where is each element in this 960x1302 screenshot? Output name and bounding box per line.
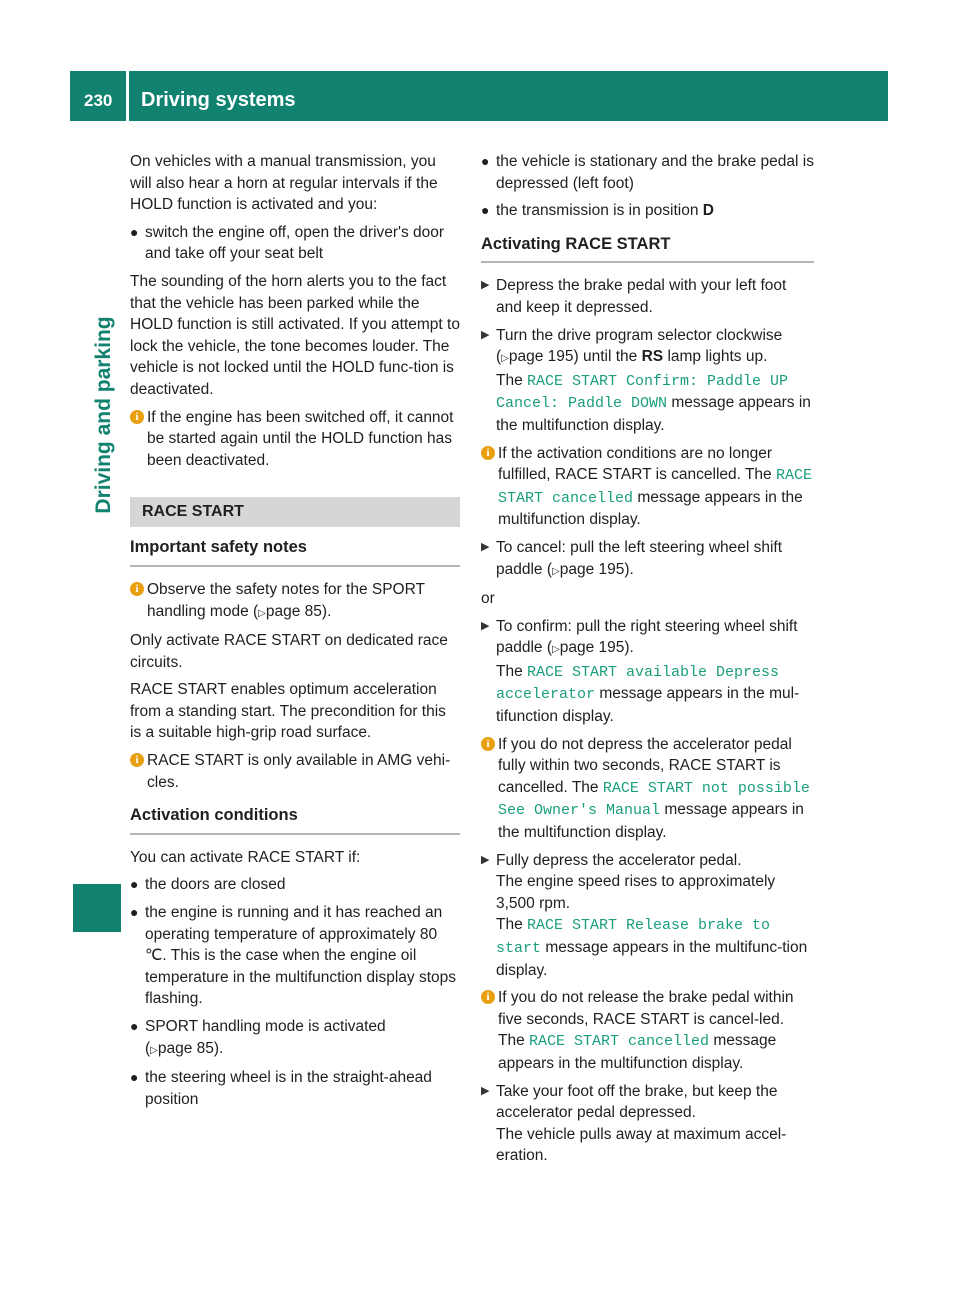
page-reference[interactable]: page 85 [265, 602, 322, 620]
step-text: ). [624, 560, 634, 578]
info-note [481, 443, 814, 531]
page-reference[interactable]: page 195 [559, 639, 625, 657]
list-item-text: the steering wheel is in the straight-ahead position [145, 1069, 432, 1108]
list-item-text: the vehicle is stationary and the brake pedal is depressed (left foot) [496, 153, 814, 192]
display-message: RACE START Release brake to start [496, 917, 771, 957]
info-note-text: Observe the safety notes for the SPORT handling mode ( [147, 580, 425, 620]
info-icon: i [130, 410, 144, 424]
step-text: ) until the [573, 348, 642, 366]
step-item [481, 850, 814, 982]
info-note [481, 987, 814, 1074]
info-note-text: If the activation conditions are no longer fulfilled, RACE START is cancelled. The [498, 444, 776, 484]
subsection-heading-activating: Activating RACE START [481, 234, 814, 264]
list-item [130, 874, 460, 896]
info-note [130, 407, 460, 472]
step-arrow-icon: ▶ [481, 279, 490, 292]
info-note-text: RACE START is only available in AMG vehi-cles. [147, 752, 451, 791]
list-item [130, 222, 460, 265]
info-note-text: If you do not depress the accelerator pedal fully within two seconds, RACE START is cancelled. The [498, 735, 792, 796]
step-item [481, 616, 814, 728]
info-note-text-end: ). [321, 602, 332, 620]
subsection-heading-activation: Activation conditions [130, 805, 460, 835]
list-item [130, 902, 460, 1010]
step-text: Depress the brake pedal with your left foot and keep it depressed. [496, 277, 787, 316]
page-ref-arrow-icon: ▷ [258, 607, 266, 619]
page-number: 230 [84, 91, 113, 110]
page-ref-arrow-icon: ▷ [150, 1044, 158, 1056]
header-separator [126, 71, 129, 121]
list-item-text: the transmission is in position [496, 202, 703, 220]
list-item-text: SPORT handling mode is activated [145, 1018, 386, 1035]
step-text: message appears in the mul-tifunction display. [496, 685, 800, 726]
or-text: or [481, 590, 495, 608]
right-column [481, 151, 814, 1173]
list-item [481, 200, 814, 222]
step-text: The engine speed rises to approximately 3,500 rpm. [496, 873, 776, 912]
info-icon: i [130, 582, 144, 596]
page-reference[interactable]: page 195 [508, 348, 574, 366]
step-item [481, 275, 814, 318]
step-arrow-icon: ▶ [481, 1084, 490, 1097]
display-message: RACE START Confirm: Paddle UP Cancel: Paddle DOWN [496, 372, 789, 413]
bullet-icon: ● [481, 153, 490, 169]
page-reference[interactable]: page 85 [157, 1039, 214, 1057]
step-text: The [496, 916, 528, 934]
list-item-text: the engine is running and it has reached an operating temperature of approximately 80 ℃. This is the case when the engine oil temperature in the multifunction display stops flashing. [145, 904, 457, 1008]
step-arrow-icon: ▶ [481, 328, 490, 341]
step-item [481, 325, 814, 437]
page-reference[interactable]: page 195 [559, 560, 625, 578]
info-note-text: If the engine has been switched off, it cannot be started again until the HOLD function has been deactivated. [147, 408, 454, 469]
info-icon: i [481, 446, 495, 460]
info-icon: i [481, 990, 495, 1004]
subsection-heading-safety: Important safety notes [130, 537, 460, 567]
info-icon: i [481, 737, 495, 751]
horn-paragraph: The sounding of the horn alerts you to the fact that the vehicle has been parked while the HOLD function is still activated. If you attempt to lock the vehicle, the tone becomes louder. The vehicle is not locked until the HOLD func-tion is deactivated. [130, 272, 460, 398]
info-note-text: If you do not release the brake pedal within five seconds, RACE START is cancel-led. The [498, 989, 794, 1050]
bullet-icon: ● [130, 1018, 139, 1034]
bullet-icon: ● [130, 876, 139, 893]
bullet-icon: ● [130, 223, 139, 240]
section-title: RACE START [130, 497, 460, 527]
step-text: Fully depress the accelerator pedal. [496, 851, 742, 869]
display-message: RACE START cancelled [498, 467, 812, 507]
side-chapter-label: Driving and parking [92, 316, 115, 514]
step-arrow-icon: ▶ [481, 619, 490, 632]
list-item: ● SPORT handling mode is activated (▷page 85). [130, 1018, 386, 1057]
display-message: RACE START not possible See Owner's Manual [498, 779, 810, 820]
paragraph: RACE START enables optimum acceleration from a standing start. The precondition for this is a suitable high-grip road surface. [130, 681, 446, 742]
gear-position: D [702, 202, 714, 220]
page-ref-arrow-icon: ▷ [552, 565, 560, 577]
list-item [481, 151, 814, 194]
list-item-text: switch the engine off, open the driver's door and take off your seat belt [145, 223, 445, 263]
rs-lamp-label: RS [641, 348, 664, 366]
info-note [481, 734, 814, 844]
info-note [130, 750, 460, 793]
step-text: lamp lights up. [663, 348, 768, 366]
left-column [130, 151, 460, 1116]
display-message: RACE START available Depress accelerator [496, 663, 780, 704]
step-text: ). [624, 639, 634, 657]
step-text: The [496, 371, 528, 389]
page-ref-arrow-icon: ▷ [501, 353, 509, 365]
step-text: Turn the drive program selector clockwise ( [496, 326, 783, 366]
info-note-text: message appears in the multifunction display. [498, 1032, 777, 1072]
step-text: message appears in the multifunction display. [496, 394, 811, 434]
step-arrow-icon: ▶ [481, 853, 490, 866]
step-arrow-icon: ▶ [481, 540, 490, 553]
paragraph: Only activate RACE START on dedicated race circuits. [130, 632, 448, 671]
step-item [481, 537, 814, 582]
step-text: The [496, 662, 528, 680]
display-message: RACE START cancelled [529, 1033, 710, 1051]
intro-paragraph: On vehicles with a manual transmission, you will also hear a horn at regular intervals if the HOLD function is activated and you: [130, 153, 438, 214]
step-text: The vehicle pulls away at maximum accel-eration. [496, 1125, 787, 1165]
page-ref-arrow-icon: ▷ [552, 644, 560, 656]
activation-intro: You can activate RACE START if: [130, 848, 361, 866]
step-text: Take your foot off the brake, but keep the accelerator pedal depressed. [496, 1082, 778, 1122]
info-note-text: message appears in the multifunction display. [498, 801, 804, 842]
list-item-text: the doors are closed [145, 876, 286, 894]
step-text: message appears in the multifunc-tion display. [496, 939, 808, 979]
info-note [130, 579, 460, 624]
bullet-icon: ● [130, 904, 139, 921]
step-item [481, 1081, 814, 1167]
side-tab-marker [73, 884, 121, 932]
bullet-icon: ● [481, 202, 490, 219]
info-note-text: message appears in the multifunction display. [498, 488, 803, 529]
page-title: Driving systems [141, 89, 296, 111]
list-item [130, 1067, 460, 1110]
step-text: To confirm: pull the right steering wheel shift paddle ( [496, 617, 798, 657]
side-rule [126, 121, 129, 1302]
step-text: To cancel: pull the left steering wheel shift paddle ( [496, 538, 783, 578]
info-icon: i [130, 753, 144, 767]
bullet-icon: ● [130, 1069, 139, 1086]
